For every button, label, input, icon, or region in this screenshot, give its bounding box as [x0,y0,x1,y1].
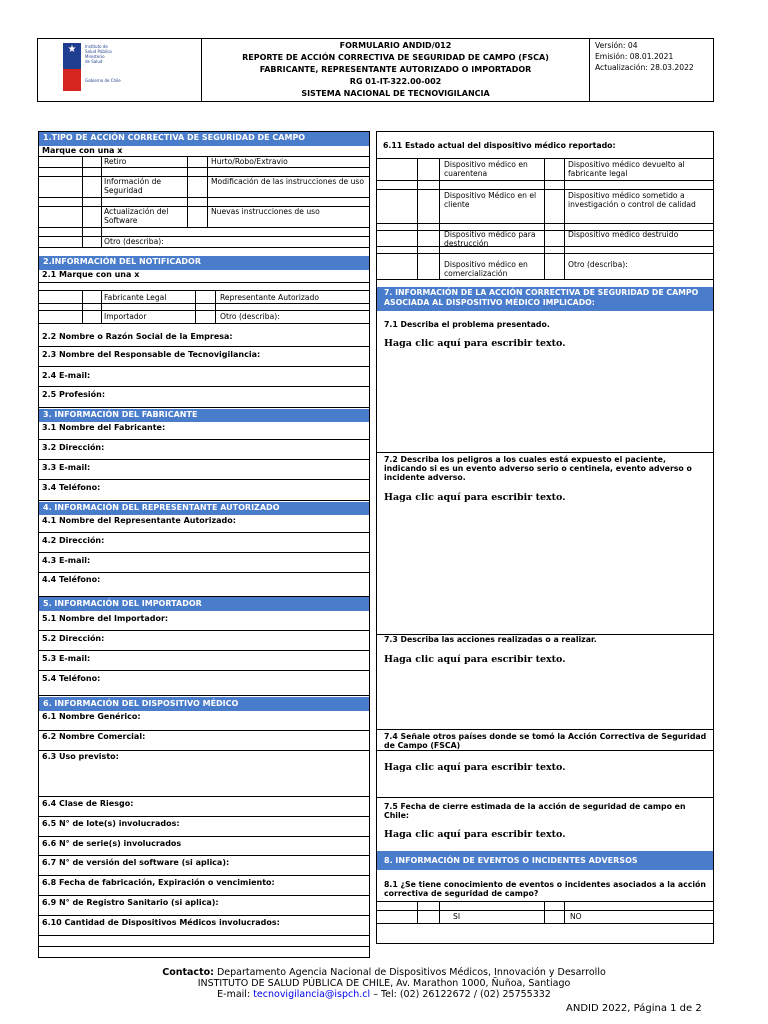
form-title: FORMULARIO ANDID/012 REPORTE DE ACCIÓN CORRECTIVA DE SEGURIDAD DE CAMPO (FSCA) FABRICANTE, REPRESENTANTE AUTORIZADO O IMPORTADOR RG 01-IT-322.00-002 SISTEMA NACIONAL DE TECNOVIGILANCIA [242,41,549,98]
field-email-fabricante[interactable]: 3.3 E-mail: [39,460,369,480]
opt-nuevas: Nuevas instrucciones de uso [211,207,320,216]
footer-contact: Contacto: Departamento Agencia Nacional de Dispositivos Médicos, Innovación y Desarrollo [162,967,606,978]
field-fecha-fabricacion[interactable]: 6.8 Fecha de fabricación, Expiración o vencimiento: [39,876,369,896]
field-email-importador[interactable]: 5.3 E-mail: [39,651,369,671]
state-sometido: Dispositivo médico sometido a investigación o control de calidad [568,191,696,209]
opt-hurto: Hurto/Robo/Extravio [211,157,288,166]
state-devuelto: Dispositivo médico devuelto al fabricante legal [568,160,685,178]
checkbox-retiro[interactable] [83,157,101,167]
field-email-representante[interactable]: 4.3 E-mail: [39,553,369,573]
checkbox-no[interactable] [546,911,565,923]
checkbox-destruccion[interactable] [418,230,439,246]
opt-no: NO [570,912,582,921]
checkbox-representante[interactable] [196,291,215,303]
section-7-header: 7. INFORMACIÓN DE LA ACCIÓN CORRECTIVA DE SEGURIDAD DE CAMPO ASOCIADA AL DISPOSITIVO MÉDICO IMPLICADO: [377,287,713,311]
q81-label: 8.1 ¿Se tiene conocimiento de eventos o incidentes asociados a la acción correctiva de seguridad de campo? [384,880,706,898]
q611-label: 6.11 Estado actual del dispositivo médico reportado: [383,141,616,150]
opt-si: SI [453,912,461,921]
opt-retiro: Retiro [104,157,127,166]
checkbox-state-otro[interactable] [546,253,565,279]
isp-logo [37,38,202,102]
q74-label: 7.4 Señale otros países donde se tomó la Acción Correctiva de Seguridad de Campo (FSCA) [384,732,707,750]
opt-actualizacion: Actualización del Software [104,207,169,225]
field-profesion[interactable]: 2.5 Profesión: [39,387,369,408]
footer-address: INSTITUTO DE SALUD PÚBLICA DE CHILE, Av. Marathon 1000, Ñuñoa, Santiago [197,978,571,989]
checkbox-cliente[interactable] [418,190,439,223]
q75-label: 7.5 Fecha de cierre estimada de la acción de seguridad de campo en Chile: [384,802,686,820]
checkbox-destruido[interactable] [546,230,565,246]
page-number: ANDID 2022, Página 1 de 2 [566,1003,702,1014]
q71-label: 7.1 Describa el problema presentado. [384,320,550,329]
section-3-header: 3. INFORMACIÓN DEL FABRICANTE [39,409,369,422]
q73-label: 7.3 Describa las acciones realizadas o a realizar. [384,635,597,644]
checkbox-comercializacion[interactable] [418,253,439,279]
field-nombre-generico[interactable]: 6.1 Nombre Genérico: [39,711,369,731]
opt-importador: Importador [104,312,147,321]
section-1-header: 1.TIPO DE ACCIÓN CORRECTIVA DE SEGURIDAD DE CAMPO [39,132,369,146]
field-direccion-fabricante[interactable]: 3.2 Dirección: [39,440,369,460]
version-info: Versión: 04 Emisión: 08.01.2021 Actualización: 28.03.2022 [589,38,714,102]
q72-input[interactable]: Haga clic aquí para escribir texto. [384,492,566,503]
field-telefono-representante[interactable]: 4.4 Teléfono: [39,573,369,597]
footer-email-tel: E-mail: tecnovigilancia@ispch.cl – Tel: (02) 26122672 / (02) 25755332 [217,989,551,1000]
state-otro: Otro (describa): [568,260,628,269]
checkbox-cuarentena[interactable] [418,159,439,180]
state-destruido: Dispositivo médico destruido [568,230,679,239]
checkbox-sometido[interactable] [546,190,565,223]
field-razon-social[interactable]: 2.2 Nombre o Razón Social de la Empresa: [39,327,369,347]
field-telefono-importador[interactable]: 5.4 Teléfono: [39,671,369,696]
checkbox-fabricante[interactable] [83,291,101,303]
checkbox-actualizacion[interactable] [83,207,101,227]
opt-representante: Representante Autorizado [220,293,319,302]
opt-otro-notificador: Otro (describa): [220,312,280,321]
s1-options-grid [39,156,369,248]
checkbox-otro[interactable] [83,237,101,247]
opt-modificacion: Modificación de las instrucciones de uso [211,177,365,186]
field-nombre-importador[interactable]: 5.1 Nombre del Importador: [39,611,369,631]
q72-label: 7.2 Describa los peligros a los cuales está expuesto el paciente, indicando si es un evento adverso serio o centinela, evento adverso o incidente adverso. [384,455,692,482]
checkbox-otro-notificador[interactable] [196,311,215,323]
checkbox-devuelto[interactable] [546,159,565,180]
section-6-header: 6. INFORMACIÓN DEL DISPOSITIVO MÉDICO [39,697,369,711]
checkbox-informacion[interactable] [83,177,101,197]
checkbox-importador[interactable] [83,311,101,323]
q74-input[interactable]: Haga clic aquí para escribir texto. [384,762,566,773]
state-cuarentena: Dispositivo médico en cuarentena [444,160,528,178]
field-series[interactable]: 6.6 N° de serie(s) involucrados [39,837,369,856]
field-nombre-representante[interactable]: 4.1 Nombre del Representante Autorizado: [39,515,369,533]
state-cliente: Dispositivo Médico en el cliente [444,191,537,209]
field-direccion-importador[interactable]: 5.2 Dirección: [39,631,369,651]
field-nombre-fabricante[interactable]: 3.1 Nombre del Fabricante: [39,422,369,440]
field-blank-row-1[interactable] [39,936,369,947]
checkbox-si[interactable] [418,911,439,923]
checkbox-nuevas[interactable] [188,207,207,227]
field-responsable[interactable]: 2.3 Nombre del Responsable de Tecnovigilancia: [39,347,369,367]
q75-input[interactable]: Haga clic aquí para escribir texto. [384,829,566,840]
star-icon: ★ [67,44,77,55]
field-clase-riesgo[interactable]: 6.4 Clase de Riesgo: [39,797,369,817]
s1-instruction: Marque con una x [42,146,123,155]
section-2-header: 2.INFORMACIÓN DEL NOTIFICADOR [39,256,369,270]
field-uso-previsto[interactable]: 6.3 Uso previsto: [39,751,369,797]
field-version-software[interactable]: 6.7 N° de versión del software (si aplica): [39,856,369,876]
state-destruccion: Dispositivo médico para destrucción [444,230,536,248]
checkbox-modificacion[interactable] [188,177,207,197]
logo-text: Instituto de Salud Pública Ministerio de Salud Gobierno de Chile [85,44,121,83]
field-email-notificador[interactable]: 2.4 E-mail: [39,367,369,387]
opt-fabricante: Fabricante Legal [104,293,167,302]
email-link[interactable]: tecnovigilancia@ispch.cl [253,989,371,1000]
checkbox-hurto[interactable] [188,157,207,167]
field-cantidad-dispositivos[interactable]: 6.10 Cantidad de Dispositivos Médicos involucrados: [39,916,369,936]
field-registro-sanitario[interactable]: 6.9 N° de Registro Sanitario (si aplica): [39,896,369,916]
section-4-header: 4. INFORMACIÓN DEL REPRESENTANTE AUTORIZADO [39,502,369,515]
state-comercializacion: Dispositivo médico en comercialización [444,260,528,278]
logo-red-block [63,69,81,91]
section-8-header: 8. INFORMACIÓN DE EVENTOS O INCIDENTES ADVERSOS [377,851,713,870]
field-nombre-comercial[interactable]: 6.2 Nombre Comercial: [39,731,369,751]
field-telefono-fabricante[interactable]: 3.4 Teléfono: [39,480,369,501]
s2-q21: 2.1 Marque con una x [39,270,369,283]
q71-input[interactable]: Haga clic aquí para escribir texto. [384,338,566,349]
opt-informacion: Información de Seguridad [104,177,162,195]
q73-input[interactable]: Haga clic aquí para escribir texto. [384,654,566,665]
field-direccion-representante[interactable]: 4.2 Dirección: [39,533,369,553]
section-5-header: 5. INFORMACIÓN DEL IMPORTADOR [39,597,369,611]
opt-otro: Otro (describa): [104,237,164,246]
field-lotes[interactable]: 6.5 N° de lote(s) involucrados: [39,817,369,837]
